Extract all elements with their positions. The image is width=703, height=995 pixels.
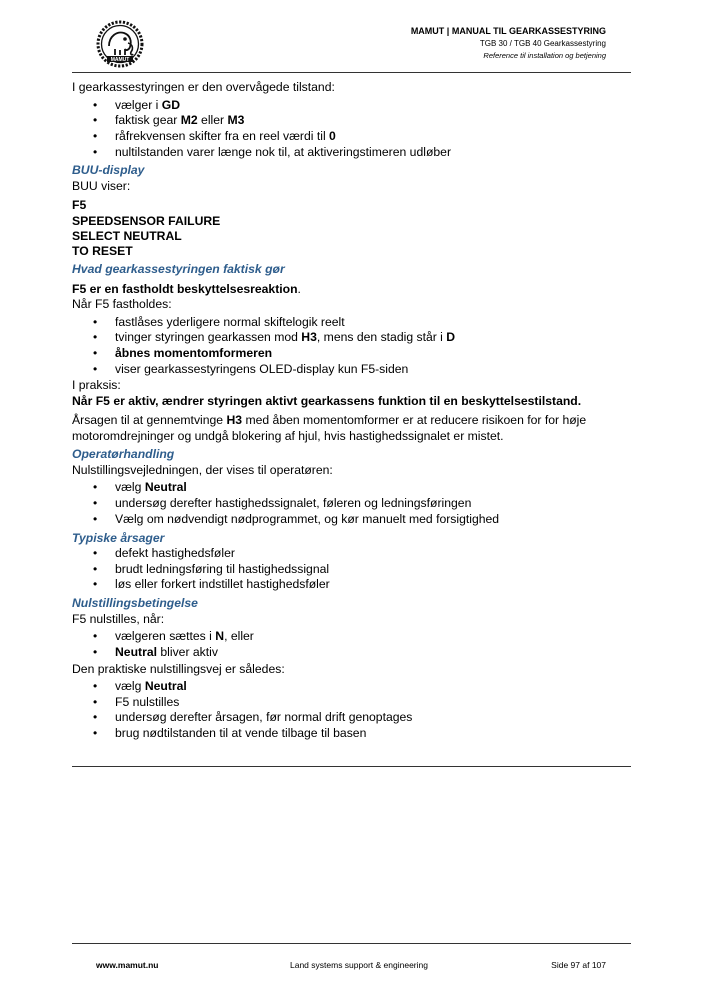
list-item: [115, 726, 632, 742]
praksis-bold-text: Når F5 er aktiv, ændrer styringen aktivt gearkassens funktion til en beskyttelsestilstand.: [72, 393, 582, 408]
list-item: [115, 679, 632, 695]
list-item-text: brudt ledningsføring til hastighedssignal: [115, 561, 330, 576]
buu-viser-text: BUU viser:: [72, 178, 131, 193]
aarsag-text: [72, 413, 632, 444]
list-item-bold: Neutral: [144, 480, 187, 495]
list-item-text: løs eller forkert indstillet hastighedsføler: [115, 577, 330, 592]
list-item-bold: N: [215, 629, 225, 644]
hvad-text: [72, 282, 632, 298]
list-item: [115, 362, 632, 378]
header-divider: [72, 72, 631, 73]
list-item-text: vælgeren sættes i: [115, 629, 216, 644]
list-item-bold: 0: [329, 128, 336, 143]
list-item-bold: M2: [180, 113, 198, 128]
heading-nulstillingsbetingelse: Nulstillingsbetingelse: [72, 596, 198, 611]
list-item-text: brug nødtilstanden til at vende tilbage til basen: [115, 726, 367, 741]
list-item-text: vælg: [115, 480, 145, 495]
list-item: [115, 710, 632, 726]
list-item-text: Vælg om nødvendigt nødprogrammet, og kør manuelt med forsigtighed: [115, 511, 500, 526]
list-item: [115, 330, 632, 346]
list-item-text: F5 nulstilles: [115, 694, 180, 709]
list-item-text: fastlåses yderligere normal skiftelogik reelt: [115, 314, 345, 329]
content-end-divider: [72, 766, 631, 767]
main-content: [72, 80, 632, 743]
list-item: [115, 577, 632, 593]
header-reference: Reference til installation og betjening: [483, 51, 606, 60]
footer-divider: [72, 943, 631, 944]
list-item: [115, 695, 632, 711]
aarsag-c: med åben momentomformer er at reducere risikoen for for høje motoromdrejninger og undgå blokering af hjul, hvis hastighedssignalet er mistet.: [72, 413, 587, 443]
list-item-text: viser gearkassestyringens OLED-display kun F5-siden: [115, 361, 409, 376]
heading-hvad: Hvad gearkassestyringen faktisk gør: [72, 262, 285, 277]
list-item-text: bliver aktiv: [157, 644, 218, 659]
prak-list: [72, 679, 632, 742]
list-item-text: undersøg derefter årsagen, før normal drift genoptages: [115, 710, 413, 725]
list-item-bold: Neutral: [115, 644, 157, 659]
aarsag-b: H3: [226, 413, 243, 428]
list-item-bold: D: [446, 330, 456, 345]
list-item: [115, 129, 632, 145]
hvad-dot: .: [297, 281, 301, 296]
list-item-text: undersøg derefter hastighedssignalet, føleren og ledningsføringen: [115, 496, 472, 511]
list-item-text: nultilstanden varer længe nok til, at aktiveringstimeren udløber: [115, 144, 452, 159]
header-subtitle: TGB 30 / TGB 40 Gearkassestyring: [479, 39, 606, 48]
header-title: MAMUT | MANUAL TIL GEARKASSESTYRING: [410, 26, 606, 36]
list-item-bold: GD: [161, 97, 181, 112]
heading-typiske-aarsager: Typiske årsager: [72, 530, 165, 545]
page-header: [411, 25, 606, 62]
list-item: [115, 346, 632, 362]
display-line: F5: [72, 198, 87, 213]
list-item-text: faktisk gear: [115, 113, 181, 128]
intro-list: [72, 98, 632, 161]
list-item-bold: H3: [301, 330, 317, 345]
list-item: [115, 113, 632, 129]
heading-buu-display: BUU-display: [72, 163, 145, 178]
mamut-logo-icon: [95, 19, 145, 69]
list-item-text: eller: [197, 113, 228, 128]
typ-list: [72, 546, 632, 593]
oper-list: [72, 480, 632, 527]
nul-intro-text: F5 nulstilles, når:: [72, 611, 165, 626]
nul-list: [72, 629, 632, 660]
footer-page-number: Side 97 af 107: [551, 960, 606, 970]
list-item: [115, 145, 632, 161]
list-item: [115, 98, 632, 114]
hvad-bold: F5 er en fastholdt beskyttelsesreaktion: [72, 281, 298, 296]
footer-tagline: Land systems support & engineering: [290, 960, 428, 970]
oper-intro-text: Nulstillingsvejledningen, der vises til operatøren:: [72, 462, 333, 477]
list-item: [115, 562, 632, 578]
list-item-text: vælger i: [115, 97, 162, 112]
list-item-text: , mens den stadig står i: [316, 330, 447, 345]
prak-intro-text: Den praktiske nulstillingsvej er således:: [72, 661, 285, 676]
list-item: [115, 512, 632, 528]
list-item-text: råfrekvensen skifter fra en reel værdi til: [115, 128, 330, 143]
intro-text: I gearkassestyringen er den overvågede tilstand:: [72, 80, 335, 94]
logo-text: MAMUT: [110, 57, 130, 63]
list-item-text: defekt hastighedsføler: [115, 546, 235, 561]
list-item-bold: åbnes momentomformeren: [115, 346, 273, 361]
display-line: SELECT NEUTRAL: [72, 228, 182, 243]
display-line: SPEEDSENSOR FAILURE: [72, 213, 221, 228]
list-item-text: tvinger styringen gearkassen mod: [115, 330, 302, 345]
footer-website[interactable]: www.mamut.nu: [96, 960, 159, 970]
list-item: [115, 546, 632, 562]
i-praksis-text: I praksis:: [72, 378, 121, 393]
list-item: [115, 629, 632, 645]
f5-list: [72, 315, 632, 378]
naar-f5-text: Når F5 fastholdes:: [72, 297, 172, 312]
list-item-text: vælg: [115, 679, 145, 694]
list-item: [115, 480, 632, 496]
list-item: [115, 496, 632, 512]
list-item-text: , eller: [224, 629, 254, 644]
aarsag-a: Årsagen til at gennemtvinge: [72, 413, 227, 428]
heading-operatorhandling: Operatørhandling: [72, 447, 175, 462]
display-message: [72, 198, 632, 259]
list-item-bold: M3: [227, 113, 245, 128]
list-item: [115, 315, 632, 331]
list-item-bold: Neutral: [144, 679, 187, 694]
list-item: [115, 645, 632, 661]
display-line: TO RESET: [72, 243, 133, 258]
